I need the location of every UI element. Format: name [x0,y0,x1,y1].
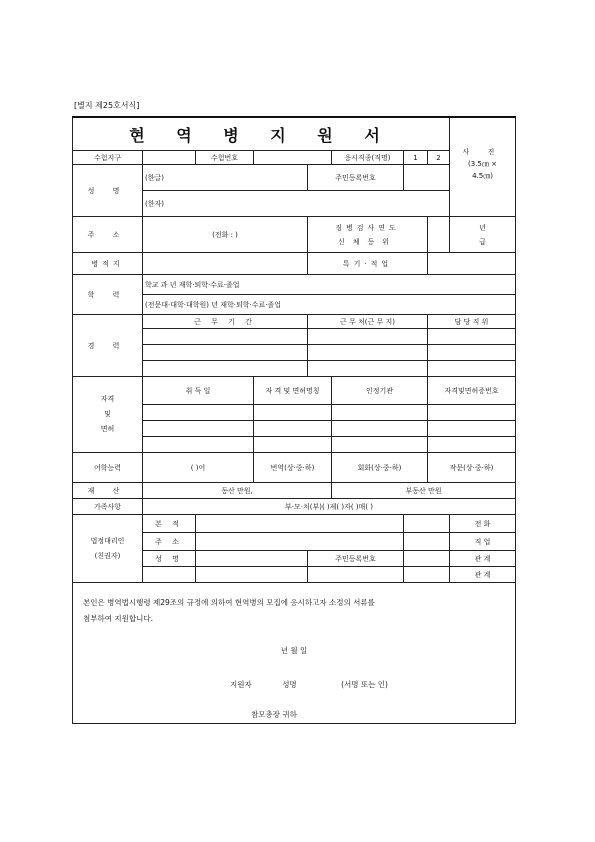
photo-size-2: 4.5㎝) [472,172,493,180]
declaration-recipient: 참모총장 귀하 [251,710,297,719]
career-position-cell[interactable] [428,345,516,361]
career-period-cell[interactable] [143,345,308,361]
name-label: 성 명 [73,165,143,217]
language-field[interactable]: ( )어 [143,453,254,483]
career-position-cell[interactable] [428,329,516,345]
family-field[interactable]: 부·모·처(부)( )제( )자( )매( ) [143,499,516,515]
grade-label: 급 [479,237,486,246]
exam-area-field[interactable] [143,151,196,165]
address-phone-label: (전화 : ) [212,230,238,239]
address-field[interactable] [143,217,308,253]
declaration-signature-line [83,677,505,693]
applicant-name-label: 성명 [282,680,297,689]
exam-number-label: 수험번호 [196,151,254,165]
career-period-cell[interactable] [143,361,308,377]
language-label: 어학능력 [73,453,143,483]
guardian-blank-1[interactable] [143,567,196,583]
resident-id-field[interactable] [404,165,450,191]
real-estate-field[interactable]: 동산 만원, [143,483,332,499]
form-label: [별지 제25호서식] [74,101,140,110]
career-workplace-cell[interactable] [308,329,428,345]
license-label [73,377,143,453]
license-authority-cell[interactable] [332,405,428,421]
photo-box [450,117,516,217]
career-workplace-header: 근 무 처(근 무 지) [308,315,428,329]
declaration-cell [73,583,516,724]
family-label: 가족사항 [73,499,143,515]
guardian-blank-4[interactable] [404,567,450,583]
guardian-origin-field[interactable] [196,515,404,533]
declaration-line-2: 첨부하여 지원합니다. [83,614,153,623]
name-hangul-label: (한글) [145,173,164,182]
career-label: 경 력 [73,315,143,377]
license-label-3: 면허 [100,425,115,433]
license-authority-cell[interactable] [332,437,428,453]
guardian-blank-2[interactable] [196,567,308,583]
assets-label: 재 산 [73,483,143,499]
guardian-job-label: 직 업 [450,533,516,551]
application-form-table [72,116,516,724]
exam-area-label: 수험지구 [73,151,143,165]
guardian-name-field[interactable] [196,551,308,567]
guardian-id-label: 주민등록번호 [308,551,404,567]
physical-grade-label: 신체등위 [337,237,398,246]
name-hangul-field[interactable] [143,165,308,191]
license-name-cell[interactable] [254,405,332,421]
license-name-cell[interactable] [254,437,332,453]
declaration [73,583,515,723]
year-grade-field[interactable] [450,217,516,253]
license-date-header: 취 득 일 [143,377,254,405]
declaration-line-1: 본인은 병역법시행령 제29조의 규정에 의하여 현역병의 모집에 응시하고자 소정의 서류를 [83,598,375,607]
career-period-header: 근 무 기 간 [143,315,308,329]
branch-field[interactable] [143,253,308,275]
skill-job-field[interactable] [428,253,516,275]
page-title: 현 역 병 지 원 서 [129,125,393,145]
education-line-1[interactable] [143,275,516,295]
name-hanja-field[interactable] [143,191,450,217]
career-position-cell[interactable] [428,361,516,377]
guardian-id-field[interactable] [404,551,450,567]
education-line-2-text: (전문대·대학·대학원) 년 재학·퇴학·수료·졸업 [145,300,281,309]
career-workplace-cell[interactable] [308,345,428,361]
guardian-label-2: (친권자) [94,551,121,560]
education-label: 학 력 [73,275,143,315]
education-line-2[interactable] [143,295,516,315]
license-authority-header: 인정기관 [332,377,428,405]
career-workplace-cell[interactable] [308,361,428,377]
guardian-label-1: 법정대리인 [90,536,125,545]
exam-type-option-1[interactable]: 1 [404,151,428,165]
license-number-cell[interactable] [428,437,516,453]
writing-level[interactable]: 작문(상·중·하) [428,453,516,483]
education-line-1-text: 학교 과 년 재학·퇴학·수료·졸업 [145,280,240,289]
guardian-name-label: 성 명 [143,551,196,567]
translation-level[interactable]: 번역(상·중·하) [254,453,332,483]
license-label-1: 자격 [100,395,115,403]
license-authority-cell[interactable] [332,421,428,437]
branch-label: 병적지 [73,253,143,275]
applicant-label: 지원자 [230,680,252,689]
year-label: 년 [479,223,486,232]
photo-size-1: (3.5㎝ × [468,160,497,168]
exam-type-option-2[interactable]: 2 [428,151,450,165]
license-name-cell[interactable] [254,421,332,437]
photo-label: 사 진 [462,148,503,156]
movable-assets-field[interactable]: 부동산 만원 [332,483,516,499]
guardian-address-field[interactable] [196,533,404,551]
guardian-relation-label-2: 관 계 [450,567,516,583]
resident-id-label: 주민등록번호 [308,165,404,191]
signature-label[interactable]: (서명 또는 인) [341,680,388,689]
title-cell [73,117,450,151]
career-period-cell[interactable] [143,329,308,345]
license-number-cell[interactable] [428,405,516,421]
military-exam-field[interactable] [428,217,450,253]
guardian-relation-label-1: 관 계 [450,551,516,567]
guardian-blank-3[interactable] [308,567,404,583]
guardian-origin-label: 본 적 [143,515,196,533]
license-number-header: 자격및면허증번호 [428,377,516,405]
license-label-2: 및 [104,410,111,418]
exam-number-field[interactable] [254,151,332,165]
exam-type-label: 응시직종(직명) [332,151,404,165]
license-number-cell[interactable] [428,421,516,437]
name-hanja-label: (한자) [145,199,164,208]
license-name-header: 자 격 및 면허명칭 [254,377,332,405]
guardian-address-label: 주 소 [143,533,196,551]
military-exam-year-label: 징병검사연도 [335,223,400,232]
guardian-address-extra[interactable] [404,533,450,551]
license-date-cell[interactable] [143,437,254,453]
military-exam-labels [308,217,428,253]
license-date-cell[interactable] [143,421,254,437]
conversation-level[interactable]: 회화(상·중·하) [332,453,428,483]
guardian-label [73,515,143,583]
career-position-header: 담 당 직 위 [428,315,516,329]
guardian-phone-label: 전 화 [450,515,516,533]
address-label: 주 소 [73,217,143,253]
guardian-origin-extra[interactable] [404,515,450,533]
declaration-date[interactable]: 년 월 일 [280,646,308,655]
license-date-cell[interactable] [143,405,254,421]
skill-job-label: 특기·적업 [308,253,428,275]
